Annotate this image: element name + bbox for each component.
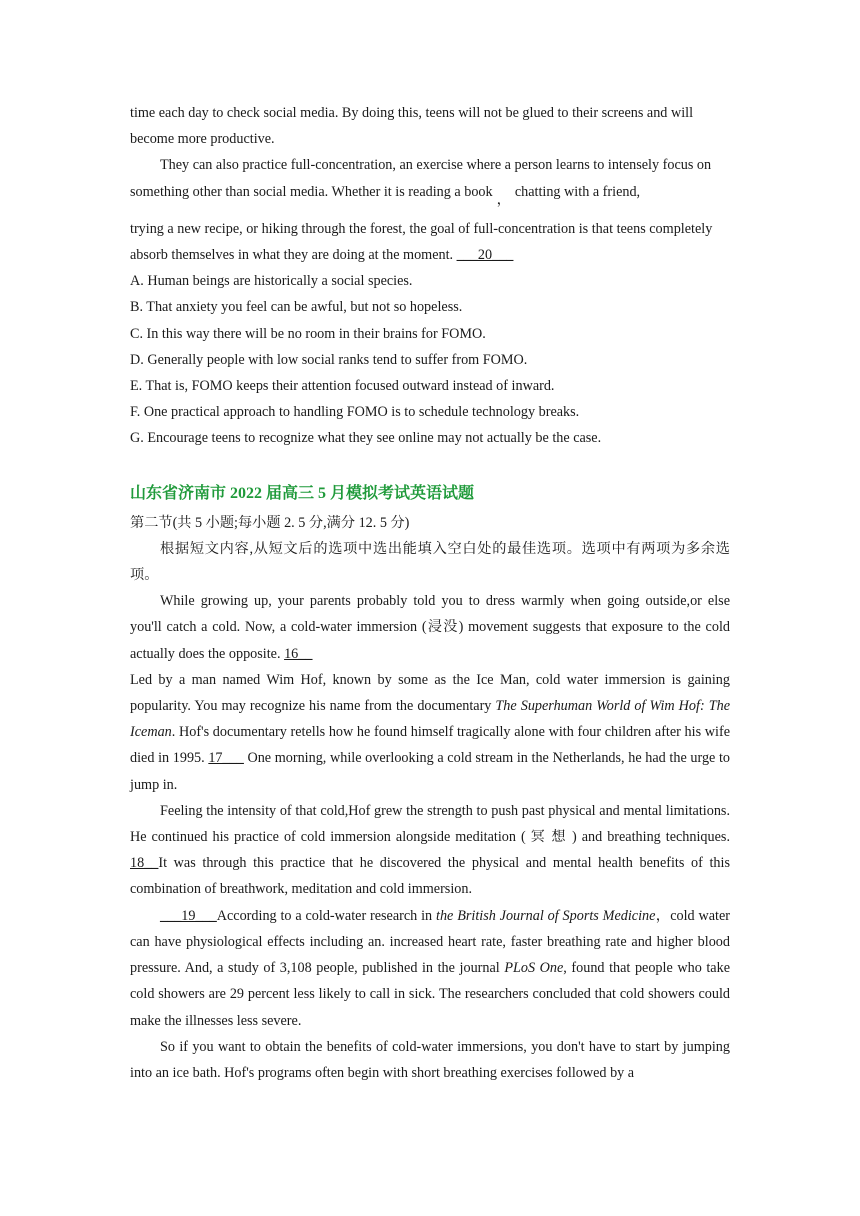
paragraph-text: It was through this practice that he discovered the physical and mental health benefits of this combination of breathwork, meditation and cold immersion. — [130, 855, 730, 898]
document-page — [130, 100, 730, 1086]
paragraph-text: ，cold water can have physiological effects including an. increased heart rate, faster breathing rate and higher blood pressure. And, a study of 3,108 people, published in the journal — [130, 907, 731, 977]
option-b: B. That anxiety you feel can be awful, but not so hopeless. — [130, 299, 463, 316]
paragraph-text: Feeling the intensity of that cold,Hof grew the strength to push past physical and mental limitations. He continued his practice of cold immersion alongside meditation ( 冥 想 ) and breathing techniques. — [130, 802, 730, 846]
blank-17: 17___ — [208, 750, 244, 767]
blank-16: 16__ — [284, 645, 313, 662]
option-e: E. That is, FOMO keeps their attention focused outward instead of inward. — [130, 378, 555, 395]
section-header: 第二节(共 5 小题;每小题 2. 5 分,满分 12. 5 分) — [130, 514, 410, 531]
option-g: G. Encourage teens to recognize what they see online may not actually be the case. — [130, 430, 602, 447]
options-list — [130, 268, 730, 451]
paragraph-text: While growing up, your parents probably told you to dress warmly when going outside,or else you'll catch a cold. Now, a cold-water immersion (浸没) movement suggests that exposure to the cold actually does the opposite. — [130, 593, 730, 662]
option-d: D. Generally people with low social ranks tend to suffer from FOMO. — [130, 351, 528, 368]
paragraph-text: According to a cold-water research in — [216, 907, 433, 924]
paragraph-full-concentration — [130, 152, 730, 208]
option-c: C. In this way there will be no room in their brains for FOMO. — [130, 325, 486, 342]
paragraph-text: . Hof's documentary retells how he found himself tragically alone with four children after his wife died in 1995. — [130, 724, 730, 767]
paragraph-text: They can also practice full-concentration, an exercise where a person learns to intensely focus on something other than social media. Whether it is reading a book — [130, 157, 712, 200]
paragraph-text: trying a new recipe, or hiking through the forest, the goal of full-concentration is that teens completely absorb themselves in what they are doing at the moment. — [130, 220, 713, 264]
blank-19: ___19___ — [160, 907, 217, 924]
paragraph-5: So if you want to obtain the benefits of cold-water immersions, you don't have to start by jumping into an ice bath. Hof's programs often begin with short breathing exercises followed by a — [130, 1038, 730, 1081]
paragraph-continued: time each day to check social media. By doing this, teens will not be glued to their screens and will become more productive. — [130, 105, 694, 148]
paragraph-text: , found that people who take cold showers are 29 percent less likely to call in sick. The researchers concluded that cold showers could make the illnesses less severe. — [130, 960, 730, 1029]
paragraph-1 — [130, 588, 730, 667]
paragraph-text: chatting with a friend, — [514, 183, 641, 200]
comma-mark: ， — [496, 191, 511, 208]
journal-name: PLoS One — [504, 960, 564, 977]
paragraph-text: Led by a man named Wim Hof, known by some as the Ice Man, cold water immersion is gaining popularity. You may recognize his name from the documentary — [130, 671, 730, 715]
option-f: F. One practical approach to handling FOMO is to schedule technology breaks. — [130, 404, 580, 421]
paragraph-3 — [130, 798, 730, 903]
paragraph-text: One morning, while overlooking a cold stream in the Netherlands, he had the urge to jump in. — [130, 750, 731, 793]
option-a: A. Human beings are historically a social species. — [130, 273, 413, 290]
instruction: 根据短文内容,从短文后的选项中选出能填入空白处的最佳选项。选项中有两项为多余选项。 — [130, 540, 730, 584]
journal-name: the British Journal of Sports Medicine — [436, 907, 656, 924]
section-title: 山东省济南市 2022 届高三 5 月模拟考试英语试题 — [130, 484, 475, 502]
paragraph-full-concentration-cont — [130, 216, 730, 268]
documentary-title: The Superhuman World of Wim Hof: The Iceman — [130, 698, 730, 741]
blank-20: ___20___ — [456, 247, 514, 264]
paragraph-4 — [130, 903, 730, 1034]
paragraph-2 — [130, 667, 730, 798]
blank-18: 18__ — [130, 855, 159, 872]
